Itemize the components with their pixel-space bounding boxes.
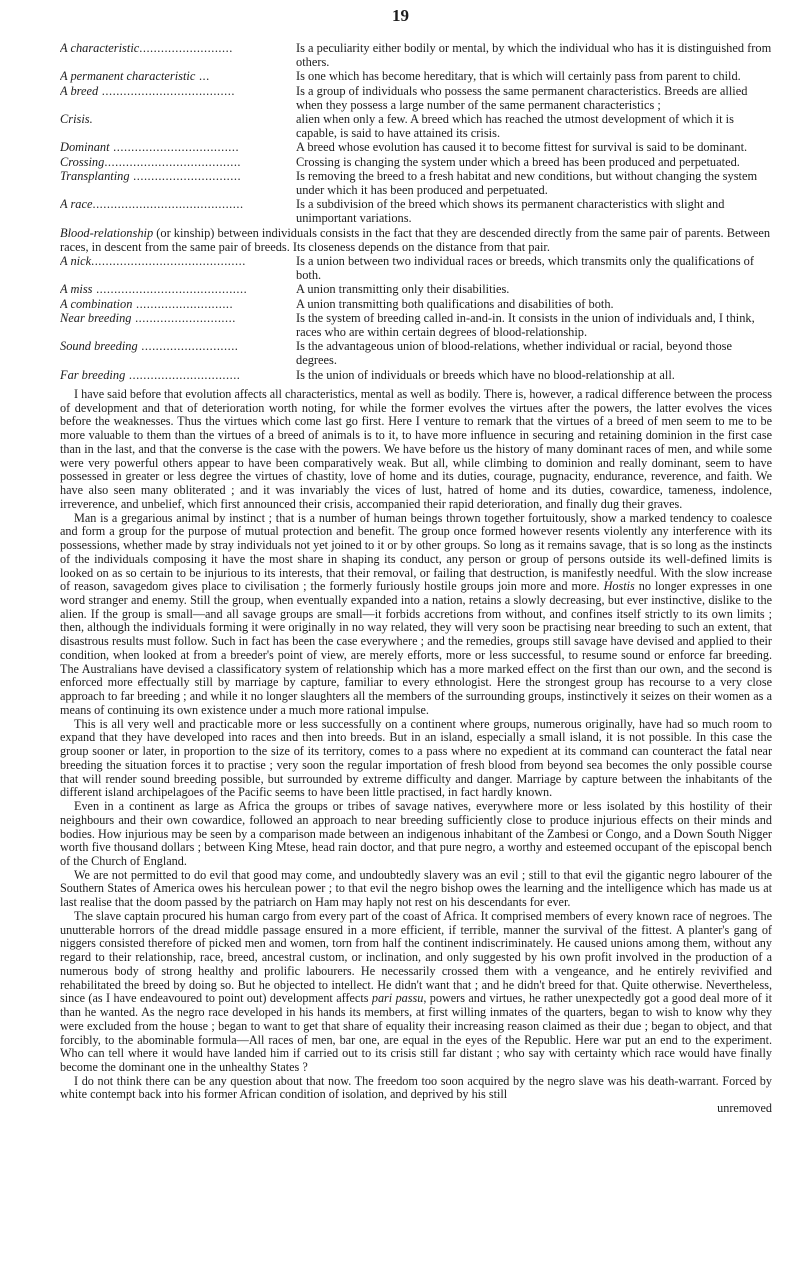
- definition-row: [60, 339, 772, 367]
- paragraph-text: The slave captain procured his human cargo from every part of the coast of Africa. It comprised members of every known race of negroes. The unutterable horrors of the dread middle passage ensured in a more efficient, if terrible, manner the survival of the fittest. A planter's gang of niggers consisted therefore of picked men and women, torn from half the continent indiscriminately. He caused unions among them, without any regard to their relationship, race, breed, ancestral custom, or inclination, and only suggested by his own profit involved in the production of a numerous body of strong healthy and prolific labourers. He necessarily crossed them with a vengeance, and he entirely revivified and rehabilitated the breed by doing so. But he objected to intellect. He didn't want that ; and he didn't breed for that. Quite otherwise. Nevertheless, since (as I have endeavoured to point out) development affects: [60, 908, 772, 1006]
- definition-row: [60, 311, 772, 339]
- definition-row: [60, 84, 772, 112]
- definition-text: Is removing the breed to a fresh habitat and new conditions, but without changing the system under which it has been produced and perpetuated.: [296, 168, 758, 198]
- definition-text: Is the system of breeding called in-and-in. It consists in the union of individuals and, I think, races who are within certain degrees of blood-relationship.: [296, 310, 755, 340]
- definition-term: Crisis.: [60, 112, 93, 127]
- paragraph-text: , powers and virtues, he rather unexpectedly got a good deal more of it than he wanted. As the negro race developed in his hands its members, at first willing inmates of the quarters, began to wish to know why they were excluded from the house ; began to want to get that share of equality their increasing reason claimed as their due ; began to object, and that forcibly, to the abominable formula—All races of men, bar one, are equal in the eyes of the Republic. Here war put an end to the experiment. Who can tell where it would have landed him if carried out to its crisis still far distant ; who say with certainty which race would have finally become the dominant one in the unhealthy States ?: [60, 991, 772, 1074]
- definition-row: [60, 140, 772, 154]
- definition-row: [60, 368, 772, 382]
- body-text: [60, 388, 772, 1116]
- dot-leader: ...............................: [125, 367, 241, 382]
- definition-row: [60, 155, 772, 169]
- dot-leader: ......................................: [104, 154, 242, 169]
- dot-leader: ...................................: [109, 140, 240, 155]
- definition-row: [60, 282, 772, 296]
- paragraph: I do not think there can be any question about that now. The freedom too soon acquired by the negro slave was his death-warrant. Forced by white contempt back into his former African condition of isolation, and deprived by his still: [60, 1073, 772, 1102]
- definition-text: (or kinship) between individuals consists in the fact that they are descended directly from the same pair of parents. Between races, in descent from the same pair of breeds. Its closeness depends on the distance from that pair.: [60, 225, 771, 254]
- dot-leader: ...: [195, 69, 210, 84]
- dot-leader: ..........................: [139, 41, 233, 55]
- definition-row: [60, 169, 772, 197]
- definition-text: A union transmitting both qualifications and disabilities of both.: [296, 296, 614, 311]
- definition-term: A characteristic: [60, 41, 140, 55]
- definition-term: A miss: [60, 282, 93, 297]
- paragraph-text: no longer expresses in one word stranger and enemy. Still the group, when eventually expanded into a nation, retains a slowly decreasing, but ever instinctive, dislike to the alien. If the group is small—and all savage groups are small—it forbids accretions from without, and confines itself strictly to its own limits ; then, although the individuals forming it were originally in no way related, they will very soon be practising near breeding to such an extent, that disastrous results must follow. Such in fact has been the case everywhere ; and the remedies, groups still savage have devised and applied to their condition, when looked at from a breeder's point of view, are merely efforts, more or less successful, to resume sound or enforce far breeding. The Australians have devised a classificatory system of relationship which has a more marked effect on the first than our own, and the second is enforced more effectually still by marriage by capture, familiar to every ethnologist. Here the strongest group has recourse to a very close approach to far breeding ; and while it no longer slaughters all the members of the surrounding groups, instinctively it seizes on their women as a means of continuing its own existence under a much more rational impulse.: [60, 579, 773, 717]
- definition-term: Dominant: [60, 140, 110, 155]
- definition-term: A breed: [60, 83, 99, 98]
- dot-leader: ...........................: [137, 339, 239, 354]
- dot-leader: ..............................: [129, 168, 242, 183]
- dot-leader: ...........................: [132, 296, 234, 311]
- dot-leader: ...........................................: [91, 254, 246, 269]
- dot-leader: ..........................................: [92, 282, 248, 297]
- definition-row: [60, 41, 772, 69]
- definition-term: Far breeding: [60, 367, 126, 382]
- paragraph: This is all very well and practicable more or less successfully on a continent where groups, numerous originally, have had so much room to expand that they have developed into races and then into breeds. But in an island, especially a small island, it is not possible. In this case the group sooner or later, in proportion to the size of its territory, comes to a pass where no expedient at its command can counteract the fatal near breeding the situation forces it to practise ; very soon the regular importation of fresh blood from beyond sea becomes the only possible course that will render sound breeding possible, but surrounded by extreme difficulty and danger. Marriage by capture between the inhabitants of the different island archipelagoes of the Pacific seems to have been little practised, in fact hardly known.: [60, 716, 772, 800]
- definition-row: [60, 197, 772, 225]
- definition-row: [60, 112, 772, 140]
- definition-term: Transplanting: [60, 168, 130, 183]
- definition-text: Is a union between two individual races or breeds, which transmits only the qualifications of both.: [296, 254, 754, 283]
- paragraph-text: Man is a gregarious animal by instinct ; that is a number of human beings thrown together fortuitously, show a marked tendency to coalesce and form a group for the purpose of mutual protection and benefit. The group once formed however resents violently any interference with its possessions, whether made by stray individuals not yet joined to it or by other groups. So long as it remains savage, that is so long as the instincts of the individuals composing it have the most share in shaping its conduct, any person or group of persons outside its well-defined limits is looked on as so certain to be injurious to its interests, that their removal, or failing that destruction, is manifestly needful. With the slow increase of reason, savagedom gives place to civilisation ; the formerly furiously hostile groups join more and more.: [60, 510, 772, 594]
- dot-leader: .....................................: [98, 83, 235, 98]
- definition-term: Blood-relationship: [60, 225, 154, 240]
- definition-text: Is a peculiarity either bodily or mental, by which the individual who has it is distinguished from others.: [296, 41, 772, 70]
- catchword: unremoved: [717, 1101, 772, 1116]
- blood-relationship-definition: [60, 226, 772, 254]
- paragraph: [60, 910, 772, 1075]
- paragraph: Even in a continent as large as Africa the groups or tribes of savage natives, everywhere more or less isolated by this hostility of their neighbours and their own cowardice, followed an approach to near breeding sufficiently close to produce injurious effects on their minds and bodies. How injurious may be seen by a comparison made between an indigenous inhabitant of the Zambesi or Congo, and a Down South Nigger worth five thousand dollars ; between King Mtese, head rain doctor, and that pure negro, a worthy and esteemed occupant of the episcopal bench of the Church of England.: [60, 799, 772, 868]
- paragraph: We are not permitted to do evil that good may come, and undoubtedly slavery was an evil ; still to that evil the gigantic negro labourer of the Southern States of America owes his herculean power ; to that evil the negro bishop owes the learning and the intelligence which has made us at last realise that the doom passed by the patriarch on Ham may haply not rest on his descendants for ever.: [60, 867, 772, 910]
- paragraph: I have said before that evolution affects all characteristics, mental as well as bodily. There is, however, a radical difference between the process of development and that of deterioration worth noting, for while the former evolves the virtues after the powers, the latter evolves the vices before the weaknesses. Thus the virtues which come last go first. Here I venture to remark that the virtues of a breed of men seem to me to be more valuable to them than the virtues of a breed of animals is to it, to have more influence in securing and retaining dominion in the first case than in the last, and that the converse is the case with the powers. We have before us the history of many dominant races of men, and while some were very powerful others appear to have been comparatively weak. But all, while climbing to dominion and really dominant, seem to have possessed in greater or less degree the virtues of chastity, love of home and its duties, courage, pugnacity, endurance, reverence, and faith. We have also seen many obliterated ; and it was invariably the vices of lust, hatred of home and its duties, cowardice, tameness, indolence, irreverence, and unbelief, which first announced their crisis, accompanied their rapid deterioration, and finally dug their graves.: [60, 387, 772, 511]
- dot-leader: ..........................................: [92, 197, 244, 212]
- dot-leader: ............................: [131, 310, 236, 325]
- definition-row: [60, 69, 772, 83]
- definition-text: Is one which has become hereditary, that is which will certainly pass from parent to child.: [296, 69, 741, 84]
- definition-term: Crossing: [60, 154, 105, 169]
- definition-term: Near breeding: [60, 310, 132, 325]
- definition-text: Is the advantageous union of blood-relations, whether individual or racial, beyond those degrees.: [296, 339, 732, 368]
- definition-term: A race: [60, 197, 93, 212]
- definitions-list: [60, 41, 772, 382]
- definition-term: A combination: [60, 296, 133, 311]
- definition-row: [60, 297, 772, 311]
- latin-term: pari passu: [371, 991, 424, 1006]
- definition-text: alien when only a few. A breed which has reached the utmost development of which it is capable, is said to have attained its crisis.: [296, 112, 734, 141]
- page-number: 19: [392, 6, 409, 25]
- definition-text: A union transmitting only their disabilities.: [296, 282, 510, 297]
- definition-term: Sound breeding: [60, 339, 138, 354]
- definition-text: Crossing is changing the system under which a breed has been produced and perpetuated.: [296, 154, 740, 169]
- definition-row: [60, 254, 772, 282]
- definition-text: A breed whose evolution has caused it to become fittest for survival is said to be dominant.: [296, 140, 748, 155]
- definition-text: Is a subdivision of the breed which shows its permanent characteristics with slight and unimportant variations.: [296, 197, 725, 226]
- latin-term: Hostis: [603, 579, 635, 594]
- definition-term: A permanent characteristic: [60, 69, 196, 84]
- paragraph: [60, 512, 772, 718]
- definition-text: Is the union of individuals or breeds which have no blood-relationship at all.: [296, 367, 675, 382]
- definition-term: A nick: [60, 254, 92, 269]
- definition-text: Is a group of individuals who possess the same permanent characteristics. Breeds are allied when they possess a large number of the same permanent characteristics ;: [296, 83, 748, 112]
